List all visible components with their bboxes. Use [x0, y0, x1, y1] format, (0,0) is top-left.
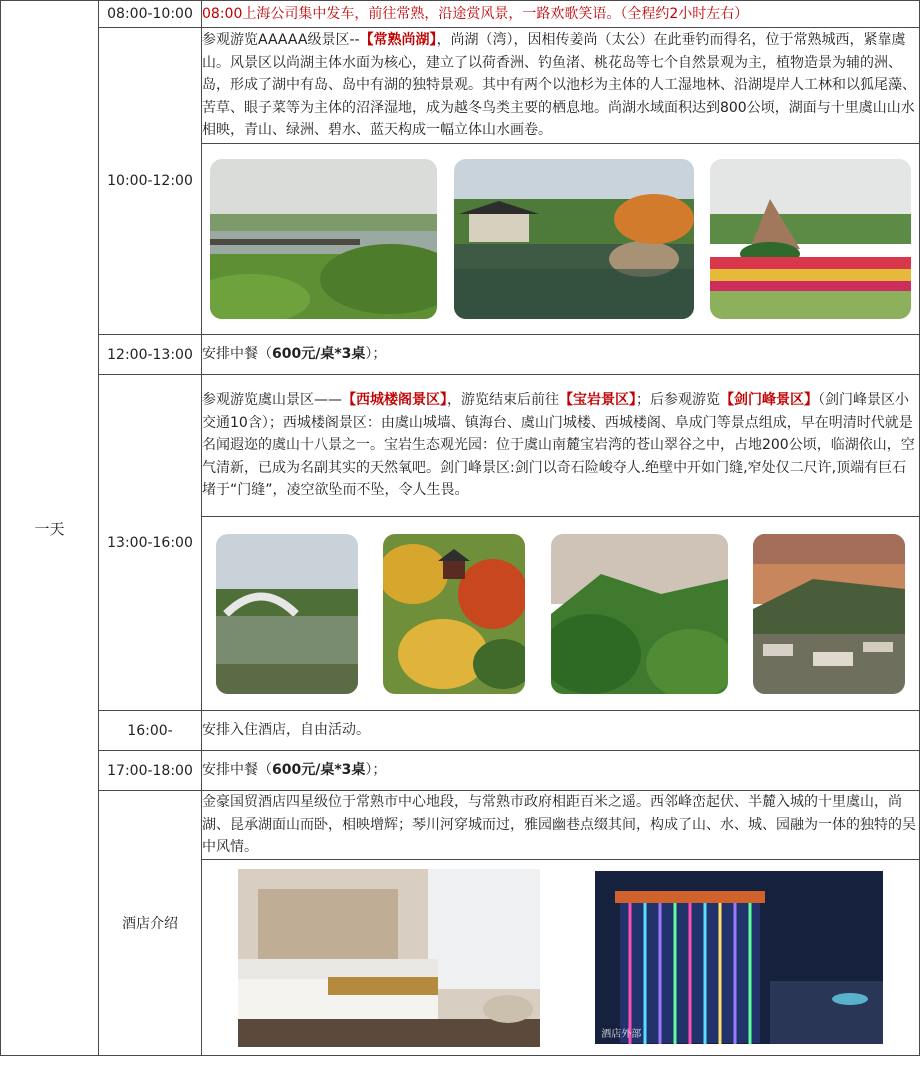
- xicheng-highlight: 【西城楼阁景区】: [342, 392, 447, 409]
- hotel-exterior-photo: [595, 871, 883, 1044]
- departure-text: 08:00上海公司集中发车，前往常熟，沿途赏风景，一路欢歌笑语。（全程约2小时左右）: [202, 1, 920, 28]
- yushan-p1: 参观游览虞山景区——: [202, 392, 342, 409]
- green-hills-photo: [551, 534, 728, 694]
- shanghu-description: [202, 28, 920, 144]
- dinner-text: [202, 751, 920, 791]
- hotel-description: 金豪国贸酒店四星级位于常熟市中心地段，与常熟市政府相距百米之遥。西邻峰峦起伏、半麓入城的十里虞山，尚湖、昆承湖面山而卧，相映增辉；琴川河穿城而过，雅园幽巷点缀其间，构成了山、水、城、园融为一体的独特的吴中风情。: [202, 791, 920, 860]
- row-0800: [1, 1, 920, 28]
- shanghu-photos: [202, 144, 920, 335]
- hotel-room-photo: [238, 869, 540, 1047]
- hotel-photos: [202, 860, 920, 1056]
- yushan-p3: ；后参观游览: [636, 392, 720, 409]
- shanghu-pre: 参观游览AAAAA级景区--: [202, 32, 360, 49]
- row-hotel: [1, 791, 920, 860]
- time-cell: 13:00-16:00: [99, 375, 202, 711]
- yushan-p2: ，游览结束后前往: [447, 392, 559, 409]
- flower-garden-photo: [710, 159, 911, 319]
- shanghu-highlight: 【常熟尚湖】: [359, 32, 437, 49]
- arch-bridge-photo: [216, 534, 358, 694]
- exterior-caption: 酒店外部: [601, 1029, 642, 1040]
- row-1000: [1, 28, 920, 144]
- pavilion-pond-photo: [454, 159, 694, 319]
- row-1300: [1, 375, 920, 517]
- time-cell: 16:00-: [99, 711, 202, 751]
- autumn-pagoda-photo: [383, 534, 525, 694]
- baoyan-highlight: 【宝岩景区】: [559, 392, 636, 409]
- lunch-pre: 安排中餐（: [202, 346, 272, 363]
- dinner-pre: 安排中餐（: [202, 762, 272, 779]
- lunch-text: [202, 335, 920, 375]
- dinner-price: 600元/桌*3桌: [272, 762, 366, 779]
- hotel-label: 酒店介绍: [99, 791, 202, 1056]
- dinner-post: ）；: [365, 762, 387, 779]
- shanghu-post: ，尚湖（湾），因相传姜尚（太公）在此垂钓而得名，位于常熟城西，紧靠虞山。风景区以尚湖主体水面为核心，建立了以荷香洲、钓鱼渚、桃花岛等七个自然景观为主，植物造景为辅的洲、岛，形成了湖中有岛、岛中有湖的独特景观。其中有两个以池杉为主体的人工湿地林、沿湖堤岸人工林和以狐尾藻、苦草、眼子菜等为主体的沼泽湿地，成为越冬鸟类主要的栖息地。尚湖水域面积达到800公顷，湖面与十里虞山山水相映，青山、绿洲、碧水、蓝天构成一幅立体山水画卷。: [202, 32, 916, 139]
- row-1700: [1, 751, 920, 791]
- day-label: 一天: [1, 1, 99, 1056]
- time-cell: 10:00-12:00: [99, 28, 202, 335]
- lunch-post: ）；: [365, 346, 387, 363]
- yushan-photos: [202, 517, 920, 711]
- lunch-price: 600元/桌*3桌: [272, 346, 366, 363]
- lake-boardwalk-photo: [210, 159, 437, 319]
- row-1200: [1, 335, 920, 375]
- jianmen-highlight: 【剑门峰景区】: [720, 392, 818, 409]
- time-cell: 17:00-18:00: [99, 751, 202, 791]
- city-sunset-photo: [753, 534, 905, 694]
- time-cell: 12:00-13:00: [99, 335, 202, 375]
- row-1600: [1, 711, 920, 751]
- checkin-text: 安排入住酒店，自由活动。: [202, 711, 920, 751]
- yushan-description: [202, 375, 920, 517]
- time-cell: 08:00-10:00: [99, 1, 202, 28]
- yushan-p4: （剑门峰景区小交通10含）；西城楼阁景区：由虞山城墙、镇海台、虞山门城楼、西城楼阁、阜成门等景点组成，早在明清时代就是名闻遐迩的虞山十八景之一。宝岩生态观光园：位于虞山南麓宝岩湾的苍山翠谷之中，占地200公顷，临湖依山，空气清新，已成为名副其实的天然氧吧。剑门峰景区:剑门以奇石险峻夺人.绝壁中开如门缝,窄处仅二尺许,顶端有巨石堵于“门缝”，凌空欲坠而不坠，令人生畏。: [202, 392, 915, 499]
